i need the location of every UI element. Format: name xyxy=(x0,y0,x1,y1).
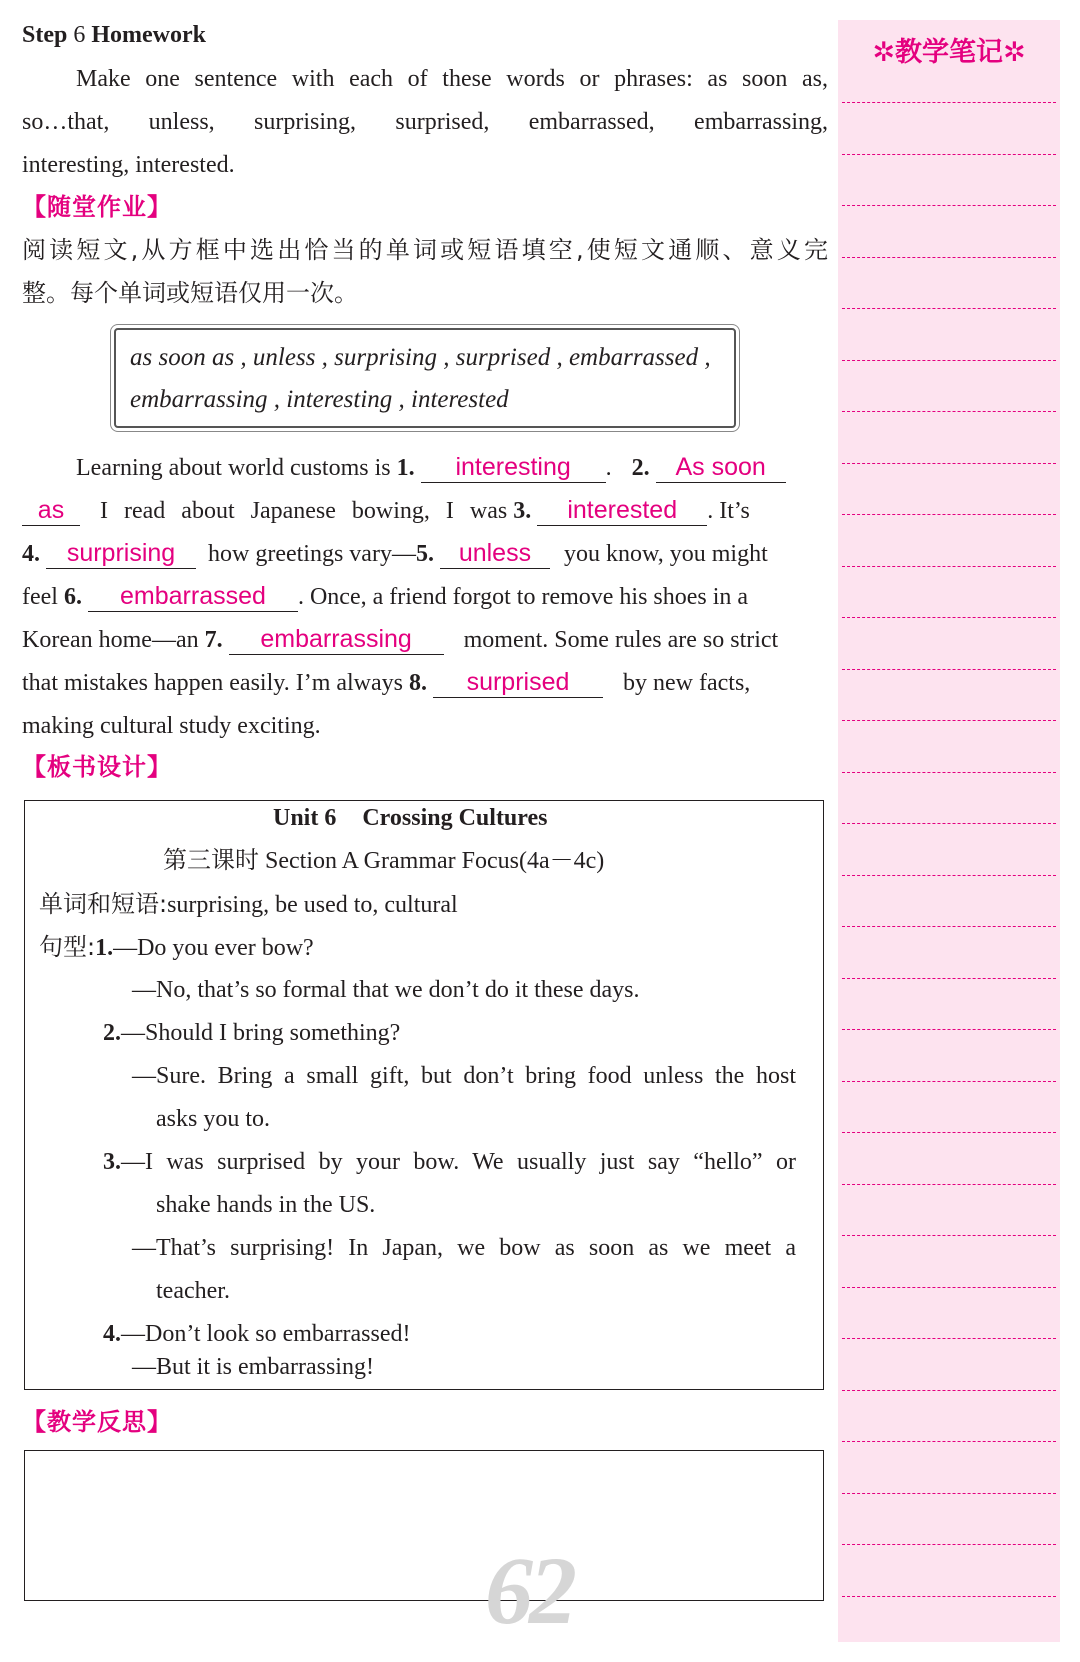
note-line xyxy=(842,566,1056,567)
passage-line-2 xyxy=(22,494,750,528)
section-homework-heading: 【随堂作业】 xyxy=(22,193,172,221)
answer-blank-2b: as xyxy=(22,495,80,526)
passage-line-4 xyxy=(22,580,748,614)
homework-line-3: interesting, interested. xyxy=(22,152,235,178)
board-lesson: 第三课时 Section A Grammar Focus(4a－4c) xyxy=(163,848,605,874)
board-vocab-text: surprising, be used to, cultural xyxy=(167,892,458,918)
word-box-row-1: as soon as , unless , surprising , surprised , embarrassed , xyxy=(130,344,711,371)
word-box-row-2: embarrassing , interesting , interested xyxy=(130,386,509,413)
note-line xyxy=(842,1596,1056,1597)
passage-line-7: making cultural study exciting. xyxy=(22,713,321,739)
board-pattern-label: 句型: xyxy=(39,933,96,961)
step-heading xyxy=(22,18,206,52)
section-board-heading: 【板书设计】 xyxy=(22,753,172,781)
passage-line-5 xyxy=(22,623,778,657)
sentence-text: —I was surprised by your bow. We usually just say “hello” or xyxy=(121,1149,796,1175)
blank-number-5: 5. xyxy=(415,541,434,567)
note-line xyxy=(842,617,1056,618)
note-line xyxy=(842,463,1056,464)
note-line xyxy=(842,1493,1056,1494)
sidebar-title: ✲教学笔记✲ xyxy=(872,37,1026,68)
passage-text: I read about Japanese bowing, I was xyxy=(100,498,508,524)
passage-text: . Once, a friend forgot to remove his shoes in a xyxy=(297,584,749,610)
step-label: Step xyxy=(22,22,68,48)
note-line xyxy=(842,1544,1056,1545)
sentence-text: —Do you ever bow? xyxy=(113,935,314,961)
board-unit-title xyxy=(273,801,548,835)
board-sentence: asks you to. xyxy=(156,1106,270,1132)
answer-blank-4: surprising xyxy=(46,538,196,569)
step-number: 6 xyxy=(73,22,86,48)
note-line xyxy=(842,1081,1056,1082)
note-line xyxy=(842,411,1056,412)
sentence-text: —Should I bring something? xyxy=(121,1020,401,1046)
blank-number-1: 1. xyxy=(396,455,415,481)
board-sentence: —No, that’s so formal that we don’t do it these days. xyxy=(132,977,640,1003)
board-sentence: —That’s surprising! In Japan, we bow as soon as we meet a xyxy=(132,1235,796,1261)
note-line xyxy=(842,308,1056,309)
notes-sidebar xyxy=(838,20,1060,1642)
step-title: Homework xyxy=(91,22,206,48)
passage-text: . It’s xyxy=(707,498,750,524)
blank-number-2: 2. xyxy=(631,455,650,481)
sentence-text: —Don’t look so embarrassed! xyxy=(121,1321,411,1347)
note-line xyxy=(842,1184,1056,1185)
answer-blank-7: embarrassing xyxy=(229,624,444,655)
board-sentence: —But it is embarrassing! xyxy=(132,1354,374,1380)
answer-blank-3: interested xyxy=(537,495,707,526)
note-line xyxy=(842,669,1056,670)
sentence-number: 3. xyxy=(103,1149,121,1175)
note-line xyxy=(842,1390,1056,1391)
note-line xyxy=(842,257,1056,258)
note-line xyxy=(842,205,1056,206)
note-line xyxy=(842,514,1056,515)
passage-line-1 xyxy=(76,451,786,485)
note-line xyxy=(842,102,1056,103)
note-line xyxy=(842,926,1056,927)
board-unit-name: Crossing Cultures xyxy=(362,805,548,831)
note-line xyxy=(842,1132,1056,1133)
passage-text: that mistakes happen easily. I’m always xyxy=(22,670,403,696)
blank-number-8: 8. xyxy=(409,670,427,696)
answer-blank-6: embarrassed xyxy=(88,581,298,612)
note-line xyxy=(842,1235,1056,1236)
board-design-box xyxy=(24,800,824,1390)
board-sentence: shake hands in the US. xyxy=(156,1192,376,1218)
blank-number-6: 6. xyxy=(63,584,82,610)
instructions-line-2: 整。每个单词或短语仅用一次。 xyxy=(22,279,358,307)
section-reflection-heading: 【教学反思】 xyxy=(22,1408,172,1436)
passage-line-3 xyxy=(22,537,768,571)
page-number: 62 xyxy=(485,1537,573,1644)
note-line xyxy=(842,720,1056,721)
sentence-number: 4. xyxy=(103,1321,121,1347)
board-sentence: teacher. xyxy=(156,1278,230,1304)
passage-text: . xyxy=(605,455,612,481)
blank-number-3: 3. xyxy=(513,498,532,524)
board-unit: Unit 6 xyxy=(273,805,337,831)
note-line xyxy=(842,1338,1056,1339)
board-pattern-2 xyxy=(103,1016,400,1050)
note-line xyxy=(842,1029,1056,1030)
reflection-box xyxy=(24,1450,824,1601)
instructions-line-1: 阅读短文,从方框中选出恰当的单词或短语填空,使短文通顺、意义完 xyxy=(22,236,828,264)
board-vocab xyxy=(39,887,458,922)
note-line xyxy=(842,154,1056,155)
answer-blank-5: unless xyxy=(440,538,550,569)
answer-blank-8: surprised xyxy=(433,667,603,698)
note-line xyxy=(842,875,1056,876)
note-line xyxy=(842,1441,1056,1442)
answer-blank-2a: As soon xyxy=(656,452,786,483)
passage-text: by new facts, xyxy=(623,670,751,696)
sentence-number: 1. xyxy=(95,935,114,961)
passage-text: you know, you might xyxy=(563,541,768,567)
homework-line-1: Make one sentence with each of these words or phrases: as soon as, xyxy=(76,66,828,92)
note-line xyxy=(842,978,1056,979)
board-pattern-3 xyxy=(103,1145,796,1179)
blank-number-7: 7. xyxy=(204,627,223,653)
sentence-number: 2. xyxy=(103,1020,121,1046)
passage-text: Korean home—an xyxy=(22,627,199,653)
note-line xyxy=(842,823,1056,824)
homework-line-2: so…that, unless, surprising, surprised, embarrassed, embarrassing, xyxy=(22,109,828,135)
blank-number-4: 4. xyxy=(22,541,40,567)
board-vocab-label: 单词和短语: xyxy=(39,890,168,918)
passage-text: feel xyxy=(22,584,58,610)
word-box xyxy=(114,328,736,428)
note-line xyxy=(842,360,1056,361)
passage-text: how greetings vary— xyxy=(208,541,416,567)
board-pattern-1 xyxy=(39,930,314,965)
passage-text: Learning about world customs is xyxy=(76,455,391,481)
board-sentence: —Sure. Bring a small gift, but don’t bring food unless the host xyxy=(132,1063,796,1089)
passage-line-6 xyxy=(22,666,750,700)
passage-text: moment. Some rules are so strict xyxy=(463,627,779,653)
board-pattern-4 xyxy=(103,1317,411,1351)
note-line xyxy=(842,1287,1056,1288)
note-line xyxy=(842,772,1056,773)
answer-blank-1: interesting xyxy=(421,452,606,483)
